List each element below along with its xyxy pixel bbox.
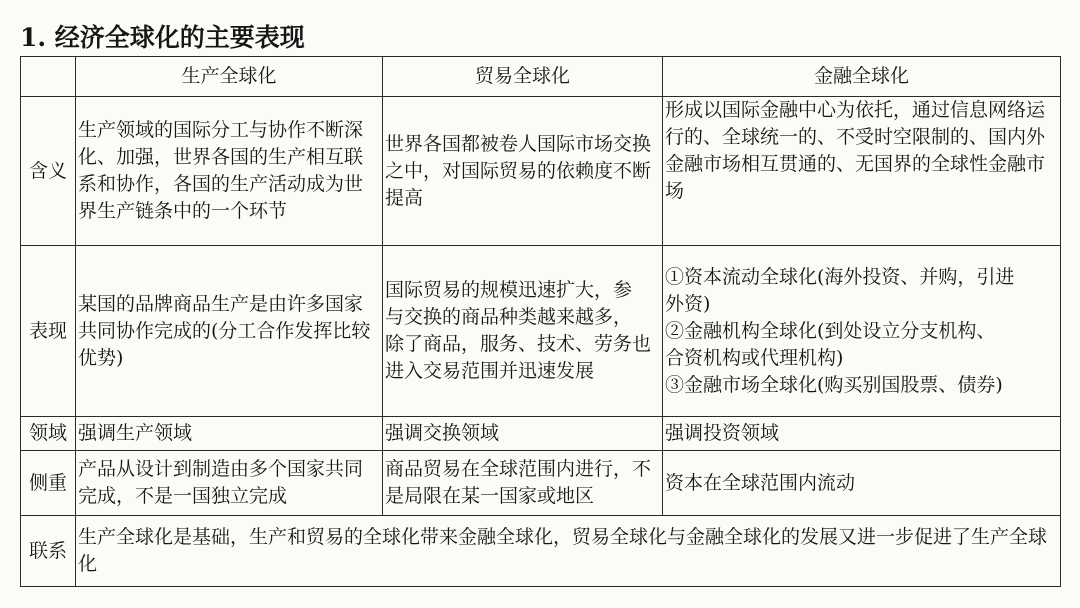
cell-meaning-production: 生产领域的国际分工与协作不断深化、加强，世界各国的生产相互联系和协作，各国的生产活动成为世界生产链条中的一个环节	[76, 97, 383, 246]
header-row	[21, 57, 1061, 97]
finance-line: ②金融机构全球化(到处设立分支机构、	[665, 319, 996, 342]
trade-line: 除了商品，服务、技术、劳务也	[385, 333, 652, 355]
trade-line: 与交换的商品种类越来越多，	[385, 306, 633, 328]
cell-emphasis-trade: 商品贸易在全球范围内进行，不是局限在某一国家或地区	[383, 451, 663, 516]
header-trade: 贸易全球化	[383, 57, 663, 97]
finance-line: ①资本流动全球化(海外投资、并购，引进	[665, 265, 1015, 288]
cell-manifestation-finance	[663, 246, 1061, 417]
row-relation	[21, 516, 1061, 587]
row-label-relation: 联系	[21, 516, 76, 587]
cell-emphasis-production: 产品从设计到制造由多个国家共同完成，不是一国独立完成	[76, 451, 383, 516]
finance-line: 合资机构或代理机构)	[665, 346, 844, 369]
trade-line: 国际贸易的规模迅速扩大，参	[385, 279, 633, 301]
finance-line: ③金融市场全球化(购买别国股票、债券)	[665, 373, 1003, 396]
cell-meaning-finance: 形成以国际金融中心为依托，通过信息网络运行的、全球统一的、不受时空限制的、国内外金融市场相互贯通的、无国界的全球性金融市场	[663, 97, 1061, 246]
row-meaning	[21, 97, 1061, 246]
cell-field-trade: 强调交换领域	[383, 417, 663, 451]
finance-line: 外资)	[665, 292, 711, 315]
cell-manifestation-production: 某国的品牌商品生产是由许多国家共同协作完成的(分工合作发挥比较优势)	[76, 246, 383, 417]
header-finance: 金融全球化	[663, 57, 1061, 97]
cell-field-finance: 强调投资领域	[663, 417, 1061, 451]
cell-relation-text: 生产全球化是基础，生产和贸易的全球化带来金融全球化，贸易全球化与金融全球化的发展又进一步促进了生产全球化	[76, 516, 1061, 587]
row-label-meaning: 含义	[21, 97, 76, 246]
section-title: 1. 经济全球化的主要表现	[20, 23, 305, 52]
cell-field-production: 强调生产领域	[76, 417, 383, 451]
cell-manifestation-trade	[383, 246, 663, 417]
header-production: 生产全球化	[76, 57, 383, 97]
row-label-emphasis: 侧重	[21, 451, 76, 516]
cell-emphasis-finance: 资本在全球范围内流动	[663, 451, 1061, 516]
trade-line: 进入交易范围并迅速发展	[385, 360, 595, 382]
row-label-manifestation: 表现	[21, 246, 76, 417]
cell-meaning-trade: 世界各国都被卷人国际市场交换之中，对国际贸易的依赖度不断提高	[383, 97, 663, 246]
row-emphasis	[21, 451, 1061, 516]
row-manifestation	[21, 246, 1061, 417]
row-field	[21, 417, 1061, 451]
row-label-field: 领域	[21, 417, 76, 451]
header-corner-cell	[21, 57, 76, 97]
globalization-table	[20, 56, 1061, 587]
